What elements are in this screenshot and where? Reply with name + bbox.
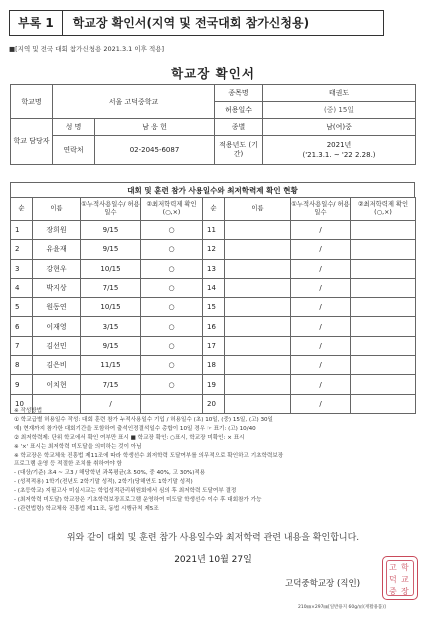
athlete-no: 7 — [11, 336, 33, 355]
note-line: ※ 학교장은 학교체육 진흥법 제11조에 따라 학생선수 최저학력 도달여부를 의무적으로 확인하고 기초학력보장 — [14, 452, 284, 459]
athlete-no: 13 — [203, 259, 225, 278]
athlete-name: 박지상 — [33, 278, 81, 297]
athlete-days: 10/15 — [81, 259, 141, 278]
col-header-no: 순 — [11, 198, 33, 221]
section-title: 대회 및 훈련 참가 사용일수와 최저학력제 확인 현황 — [10, 182, 415, 197]
athlete-min-check — [351, 375, 416, 394]
athlete-no: 2 — [11, 240, 33, 259]
sport-value: 태권도 — [263, 85, 416, 102]
athlete-no: 11 — [203, 221, 225, 240]
athlete-days: 9/15 — [81, 336, 141, 355]
col-header-no: 순 — [203, 198, 225, 221]
athlete-rows — [11, 221, 416, 414]
athlete-no: 14 — [203, 278, 225, 297]
athlete-min-check: ○ — [141, 240, 203, 259]
appendix-header — [9, 10, 384, 36]
issue-date: 2021년 10월 27일 — [174, 555, 252, 565]
athlete-no: 4 — [11, 278, 33, 297]
athlete-min-check: ○ — [141, 259, 203, 278]
sport-label: 종목명 — [215, 85, 263, 102]
note-line: ② 최저학력제: 단위 학교에서 확인 여부만 표시 ■ 학교장 확인: ○표시, 학교장 미확인: × 표시 — [14, 434, 245, 441]
athlete-name: 김은비 — [33, 356, 81, 375]
table-header-row — [11, 198, 416, 221]
athlete-name — [225, 278, 291, 297]
athlete-name — [225, 336, 291, 355]
gender-value: 남(여)중 — [263, 119, 416, 136]
col-header-min: ②최저학력제 확인(○,×) — [351, 198, 416, 221]
athlete-name: 강현우 — [33, 259, 81, 278]
athlete-min-check: ○ — [141, 278, 203, 297]
athlete-days: / — [291, 336, 351, 355]
table-row — [11, 240, 416, 259]
school-info-table — [10, 84, 416, 165]
athlete-min-check: ○ — [141, 221, 203, 240]
athlete-name: 이치현 — [33, 375, 81, 394]
athlete-no: 1 — [11, 221, 33, 240]
note-line: 예) 현재까지 참가한 대회기간을 포함하여 출석인정결석일수 총합이 10일 경우 ☞ 표기: (고) 10/40 — [14, 425, 256, 432]
athlete-no: 8 — [11, 356, 33, 375]
seal-glyph: 학 — [401, 563, 409, 572]
writing-guide — [14, 407, 414, 514]
athlete-min-check: ○ — [141, 298, 203, 317]
athlete-min-check — [351, 221, 416, 240]
note-line: 프로그램 운영 등 적절한 조치를 취하여야 함 — [14, 461, 122, 468]
table-row — [11, 221, 416, 240]
athlete-days: / — [291, 375, 351, 394]
athlete-name: 이재영 — [33, 317, 81, 336]
contact-value: 02-2045-6087 — [95, 136, 215, 165]
seal-glyph: 교 — [401, 575, 409, 584]
table-row — [11, 336, 416, 355]
confirmation-text: 위와 같이 대회 및 훈련 참가 사용일수와 최저학력 관련 내용을 확인합니다. — [66, 533, 360, 543]
note-line: - (관련법령) 학교체육 진흥법 제11조, 동법 시행규칙 제5조 — [14, 505, 159, 512]
athlete-min-check: ○ — [141, 375, 203, 394]
athlete-min-check: ○ — [141, 317, 203, 336]
athlete-days: / — [291, 259, 351, 278]
principal-signature: 고덕중학교장 (직인) — [285, 579, 361, 589]
period-year: 2021년 — [326, 141, 352, 149]
athlete-name: 김선민 — [33, 336, 81, 355]
note-line: - (초등학교) 지필고사 미실시교는 학업성적관리위원회에서 심의 후 최저학력 도달여부 결정 — [14, 488, 237, 495]
athlete-days: / — [291, 278, 351, 297]
note-line: ※ 작성방법 — [14, 408, 43, 414]
athlete-no: 15 — [203, 298, 225, 317]
seal-glyph: 덕 — [389, 575, 397, 584]
table-row — [11, 298, 416, 317]
document-title: 학교장 확인서 — [171, 66, 255, 81]
allowed-days-label: 허용일수 — [215, 102, 263, 119]
seal-glyph: 중 — [389, 587, 397, 596]
athlete-days: 9/15 — [81, 221, 141, 240]
athlete-min-check — [351, 317, 416, 336]
athlete-name — [225, 298, 291, 317]
athlete-min-check — [351, 298, 416, 317]
appendix-title: 학교장 확인서(지역 및 전국대회 참가신청용) — [63, 10, 384, 36]
period-label: 적용년도 (기간) — [215, 136, 263, 165]
note-line: - (최저학력 미도달) 학교장은 기초학력보장프로그램 운영하여 미도달 학생선수 이수 후 대회참가 가능 — [14, 497, 262, 504]
athlete-days: 10/15 — [81, 298, 141, 317]
seal-glyph: 장 — [401, 587, 409, 596]
athlete-days: 7/15 — [81, 375, 141, 394]
athlete-min-check — [351, 336, 416, 355]
table-row — [11, 259, 416, 278]
athlete-days: 9/15 — [81, 240, 141, 259]
athlete-days: / — [291, 240, 351, 259]
school-label: 학교명 — [11, 85, 53, 119]
table-row — [11, 356, 416, 375]
athlete-days: 3/15 — [81, 317, 141, 336]
athlete-name — [225, 356, 291, 375]
table-row — [11, 278, 416, 297]
table-row — [11, 317, 416, 336]
col-header-days: ①누적사용일수/ 허용일수 — [81, 198, 141, 221]
allowed-days-value: (중) 15일 — [263, 102, 416, 119]
paper-spec-footnote: 210㎜×297㎜[일반용지 60g/㎡(재활용품)] — [298, 605, 386, 610]
seal-glyph: 고 — [389, 563, 397, 572]
athlete-days: 11/15 — [81, 356, 141, 375]
school-value: 서울 고덕중학교 — [53, 85, 215, 119]
name-label: 성 명 — [53, 119, 95, 136]
athlete-name — [225, 259, 291, 278]
athlete-no: 16 — [203, 317, 225, 336]
athlete-no: 19 — [203, 375, 225, 394]
athlete-days: / — [291, 394, 351, 413]
athlete-name — [225, 317, 291, 336]
col-header-days: ①누적사용일수/ 허용일수 — [291, 198, 351, 221]
athlete-min-check — [351, 278, 416, 297]
athlete-no: 18 — [203, 356, 225, 375]
applicability-note: ■[지역 및 전국 대회 참가신청용 2021.3.1 이후 적용] — [9, 45, 165, 53]
gender-label: 종별 — [215, 119, 263, 136]
note-line: ※ '×' 표시는 최저학력 미도달을 의미하는 것이 아님 — [14, 443, 142, 450]
athlete-name — [225, 221, 291, 240]
athlete-no: 12 — [203, 240, 225, 259]
athlete-min-check: ○ — [141, 336, 203, 355]
athlete-name — [225, 240, 291, 259]
col-header-name: 이름 — [225, 198, 291, 221]
athlete-days: / — [291, 298, 351, 317]
manager-group-label: 학교 담당자 — [11, 119, 53, 165]
col-header-name: 이름 — [33, 198, 81, 221]
period-range: ('21.3.1. ~ '22 2.28.) — [302, 151, 376, 159]
athlete-name: 유윤재 — [33, 240, 81, 259]
athlete-no: 10 — [11, 394, 33, 413]
note-line: - (대상/기준) 초4 ~ 고3 / 해당학년 과목평균(초 50%, 중 40%, 고 30%)적용 — [14, 470, 206, 477]
athlete-no: 20 — [203, 394, 225, 413]
note-line: - (성적적용) 1학기(전년도 2학기말 성적), 2학기(당해연도 1학기말 성적) — [14, 479, 193, 486]
athlete-days: / — [291, 317, 351, 336]
athlete-min-check — [351, 240, 416, 259]
col-header-min: ②최저학력제 확인(○,×) — [141, 198, 203, 221]
athletes-table — [10, 197, 416, 414]
note-line: ① 학교급별 허용일수 작성: 대회 훈련 참가 누적사용일수 기입 / 허용일수 (초) 10일, (중) 15일, (고) 30일 — [14, 416, 273, 423]
athlete-days: 7/15 — [81, 278, 141, 297]
period-value — [263, 136, 416, 165]
athlete-no: 6 — [11, 317, 33, 336]
name-value: 남 응 헌 — [95, 119, 215, 136]
contact-label: 연락처 — [53, 136, 95, 165]
athlete-no: 17 — [203, 336, 225, 355]
athlete-name: 장희원 — [33, 221, 81, 240]
athlete-days: / — [81, 394, 141, 413]
athlete-no: 3 — [11, 259, 33, 278]
athlete-name: 원동연 — [33, 298, 81, 317]
athlete-min-check: ○ — [141, 356, 203, 375]
athlete-min-check — [351, 356, 416, 375]
athlete-name — [225, 375, 291, 394]
athlete-no: 5 — [11, 298, 33, 317]
athlete-min-check — [351, 259, 416, 278]
athlete-no: 9 — [11, 375, 33, 394]
table-row — [11, 375, 416, 394]
athlete-days: / — [291, 356, 351, 375]
appendix-tag: 부록 1 — [9, 10, 63, 36]
official-seal — [382, 556, 418, 600]
athlete-days: / — [291, 221, 351, 240]
